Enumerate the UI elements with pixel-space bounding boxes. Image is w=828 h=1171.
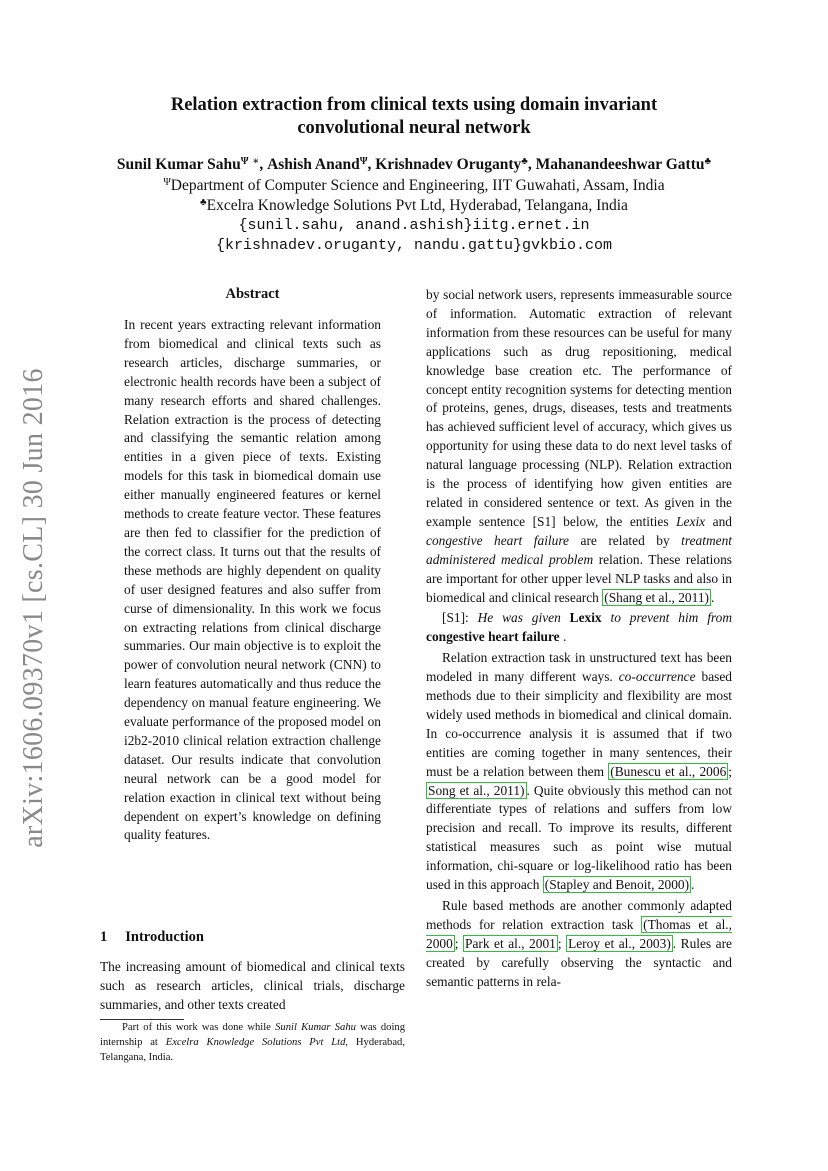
paper-title — [100, 94, 728, 140]
intro-paragraph-left — [100, 958, 405, 1015]
citation-link[interactable]: Song et al., 2011) — [428, 782, 525, 798]
footnote-organization: Excelra Knowledge Solutions Pvt Ltd — [165, 1036, 346, 1048]
arxiv-identifier-stamp — [10, 368, 58, 848]
example-label: [S1]: — [442, 610, 478, 626]
footnote-text: was doing internship at — [100, 1022, 405, 1048]
department-text: Department of Computer Science and Engineering, IIT Guwahati, Assam, India — [170, 177, 665, 194]
section-title: Introduction — [125, 929, 204, 945]
abstract-body — [124, 316, 381, 845]
example-entity: Lexix — [569, 610, 602, 626]
affiliation-mark: ♣ — [704, 156, 712, 167]
title-line-1: Relation extraction from clinical texts using domain invariant — [170, 95, 658, 115]
citation-link[interactable]: (Shang et al., 2011) — [604, 589, 709, 605]
abstract-text: In recent years extracting relevant information from biomedical and clinical texts such as research articles, discharge summaries, or electronic health records have been a subject of many research efforts and shared challenges. Relation extraction is the process of detecting and classifying the semantic relation among entities in a given piece of texts. Existing models for this task in biomedical domain use either manually engineered features or kernel methods to create feature vector. These features are then fed to classifier for the prediction of the correct class. It turns out that the results of these methods are highly dependent on quality of user designed features and also suffer from curse of dimensionality. In this work we focus on extracting relations from clinical discharge summaries. Our main objective is to exploit the power of convolution neural network (CNN) to learn features automatically and thus reduce the dependency on manual feature engineering. We evaluate performance of the proposed model on i2b2-2010 clinical relation extraction challenge dataset. Our results indicate that convolution neural network can be a good model for relation exaction in clinical text without being dependent on expert’s knowledge on defining quality features. — [124, 317, 381, 843]
intro-paragraph-2 — [426, 649, 732, 895]
paragraph-text: and — [705, 513, 733, 529]
company-text: Excelra Knowledge Solutions Pvt Ltd, Hyderabad, Telangana, India — [206, 197, 628, 214]
paragraph-text: . Quite obviously this method can not differentiate types of relations and suffers from low precision and recall. To improve its results, different statistical measures such as point wise mutual information, chi-square or log-likelihood ratio has been used in this approach — [426, 782, 733, 893]
example-text: to prevent him from — [601, 610, 732, 626]
email-line-1: {sunil.sahu, anand.ashish}iitg.ernet.in — [238, 217, 590, 234]
citation-link[interactable]: Park et al., 2001 — [465, 935, 556, 951]
relation-name: treatment administered medical problem — [426, 532, 732, 567]
footnote-text: , Hyderabad, Telangana, India. — [100, 1036, 406, 1063]
term-co-occurrence: co-occurrence — [618, 669, 696, 685]
title-line-2: convolutional neural network — [297, 118, 531, 138]
email-line-2: {krishnadev.oruganty, nandu.gattu}gvkbio.com — [215, 237, 613, 254]
arxiv-stamp-text: arXiv:1606.09370v1 [cs.CL] 30 Jun 2016 — [18, 368, 49, 848]
paragraph-text: Relation extraction task in unstructured text has been modeled in many different ways. — [426, 650, 732, 685]
citation-link[interactable]: Leroy et al., 2003) — [568, 935, 671, 951]
affiliation-mark: ♣ — [200, 197, 207, 208]
author-1: Sunil Kumar Sahu — [116, 156, 241, 173]
paragraph-text: . — [691, 877, 695, 893]
paragraph-text: Rule based methods are another commonly adapted methods for relation extraction task — [426, 898, 732, 932]
paragraph-text: are related by — [569, 532, 682, 548]
intro-paragraph-3 — [426, 897, 732, 992]
right-column — [426, 286, 732, 992]
entity-lexix: Lexix — [676, 513, 706, 529]
author-3: Krishnadev Oruganty — [375, 156, 522, 173]
paragraph-text: by social network users, represents immeasurable source of information. Automatic extraction of relevant information from these resources can be useful for many applications such as drug repositioning, medical knowledge base creation etc. The performance of concept entity recognition systems for detecting mention of proteins, genes, drugs, diseases, tests and treatments has achieved sufficient level of accuracy, which gives us opportunity for using these data to do next level tasks of natural language processing (NLP). Relation extraction is the process of identifying how given entities are related in considered sentence or text. As given in the example sentence [S1] below, the entities — [426, 287, 732, 529]
intro-paragraph-1 — [426, 286, 732, 607]
abstract-heading: Abstract — [225, 286, 280, 302]
paragraph-text: relation. These relations are important for other upper level NLP tasks and also in biomedical and clinical research — [426, 551, 732, 605]
paragraph-text: . Rules are created by carefully observing the syntactic and semantic patterns in rela- — [426, 935, 732, 989]
author-4: Mahanandeeshwar Gattu — [535, 156, 705, 173]
intro-text: The increasing amount of biomedical and clinical texts such as research articles, clinical trials, discharge summaries, and other texts created — [100, 959, 405, 1012]
section-heading-introduction — [100, 929, 204, 946]
footnote-mark: ∗ — [252, 156, 260, 167]
affiliation-mark: Ψ — [359, 156, 368, 167]
citation-link[interactable]: (Stapley and Benoit, 2000) — [544, 877, 690, 893]
affiliation-company — [60, 197, 768, 215]
affiliation-mark: Ψ — [163, 177, 171, 188]
entity-chf: congestive heart failure — [426, 532, 569, 548]
affiliation-mark: ♣ — [521, 156, 528, 167]
example-entity: congestive heart failure — [426, 629, 560, 645]
citation-link[interactable]: (Bunescu et al., 2006 — [610, 763, 727, 779]
citation-link[interactable]: (Thomas et al., 2000 — [426, 916, 732, 951]
footnote-text: Part of this work was done while — [122, 1022, 276, 1033]
paragraph-text: based methods due to their simplicity and flexibility are most widely used methods in biomedical and clinical domain. In co-occurrence analysis it is assumed that if two entities are coming together in many sentences, their must be a relation between them — [426, 669, 732, 779]
paragraph-text: ; — [454, 935, 463, 951]
paragraph-text: ; — [728, 763, 733, 779]
author-2: Ashish Anand — [267, 156, 360, 173]
example-text: . — [559, 629, 567, 645]
paragraph-text: ; — [557, 935, 567, 951]
footnote-rule — [100, 1019, 184, 1020]
affiliation-department — [60, 177, 768, 195]
example-sentence-s1 — [426, 609, 732, 647]
section-number: 1 — [100, 929, 108, 945]
affiliation-mark: Ψ — [240, 156, 249, 167]
paragraph-text: . — [710, 589, 715, 605]
footnote — [100, 1021, 405, 1065]
example-text: He was given — [477, 610, 570, 626]
author-list: Sunil Kumar Sahu$^\Psi$ ∗, Ashish Anand$^\Psi$, Krishnadev Oruganty♣, Mahanandeeshwar Gattu♣ — [116, 156, 712, 173]
footnote-author-name: Sunil Kumar Sahu — [275, 1022, 356, 1033]
